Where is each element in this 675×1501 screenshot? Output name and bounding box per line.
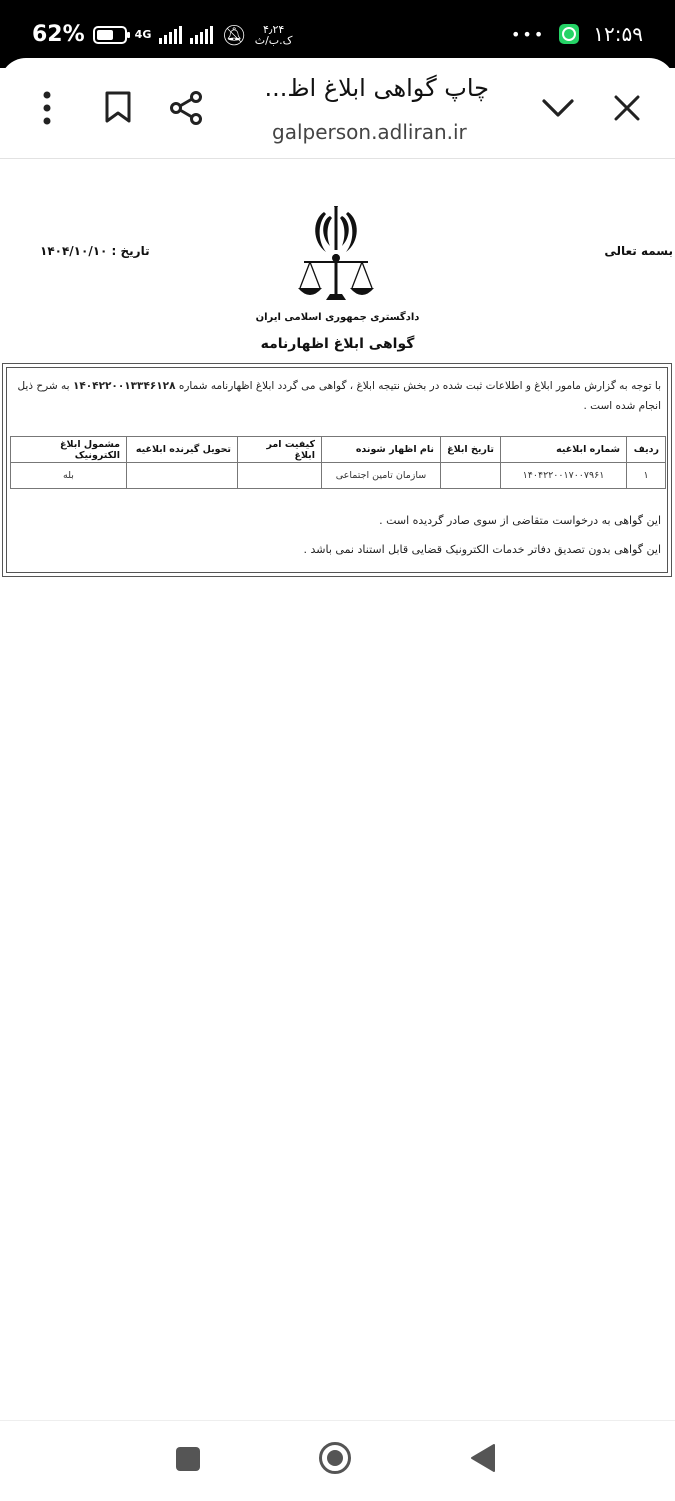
cell-electronic-service: بله (11, 463, 127, 489)
cell-receiver (127, 463, 238, 489)
col-recipient-name: نام اظهار شونده (322, 437, 441, 463)
battery-percent: 62% (32, 22, 85, 47)
table-row (11, 463, 666, 489)
col-notice-date: تاریخ ابلاغ (441, 437, 501, 463)
col-service-quality: کیفیت امر ابلاغ (238, 437, 322, 463)
more-notifications-icon: ••• (510, 24, 546, 44)
close-icon[interactable] (613, 94, 641, 122)
cell-service-quality (238, 463, 322, 489)
page-url[interactable]: galperson.adliran.ir (272, 120, 467, 144)
col-row-number: ردیف (627, 437, 666, 463)
bell-off-icon: 🔕︎ (221, 22, 247, 47)
col-notice-number: شماره ابلاغیه (501, 437, 627, 463)
speed-value: ۴٫۲۴ (262, 22, 285, 36)
certificate-inner-frame (6, 367, 668, 573)
page-title: چاپ گواهی ابلاغ اظ... (264, 74, 489, 102)
battery-icon (93, 26, 127, 44)
bismillah-text: بسمه تعالی (604, 244, 673, 258)
network-type: 4G (134, 27, 152, 41)
date-value: ۱۴۰۴/۱۰/۱۰ (40, 244, 108, 258)
intro-after: به شرح ذیل انجام شده است . (17, 380, 661, 412)
date-label: تاریخ : (111, 244, 150, 258)
browser-toolbar (0, 58, 675, 159)
signal-icon (159, 26, 182, 44)
iran-emblem-icon (296, 206, 376, 310)
note-issued: این گواهی به درخواست متقاضی از سوی صادر گردیده است . (379, 514, 661, 527)
status-right (511, 22, 643, 46)
col-electronic-service: مشمول ابلاغ الکترونیک (11, 437, 127, 463)
note-validity: این گواهی بدون تصدیق دفاتر خدمات الکترونیک قضایی قابل استناد نمی باشد . (303, 543, 661, 556)
signal-2-icon (190, 26, 213, 44)
cell-row-number: ۱ (627, 463, 666, 489)
recent-apps-icon[interactable] (176, 1447, 200, 1471)
chevron-down-icon[interactable] (541, 96, 575, 120)
bookmark-icon[interactable] (104, 90, 132, 124)
whatsapp-icon (559, 24, 579, 44)
date-line (40, 244, 150, 258)
notice-number: ۱۴۰۴۲۲۰۰۱۳۳۴۶۱۲۸ (72, 380, 176, 392)
more-vert-icon[interactable] (40, 90, 54, 126)
clock: ۱۲:۵۹ (593, 22, 643, 46)
notices-table (10, 436, 666, 489)
cell-notice-date (441, 463, 501, 489)
status-left (32, 22, 293, 47)
certificate-title: گواهی ابلاغ اظهارنامه (260, 336, 415, 352)
cell-recipient-name: سازمان تامین اجتماعی (322, 463, 441, 489)
network-speed (255, 24, 293, 46)
speed-unit: ک.ب/ث (254, 33, 293, 47)
system-nav-bar (0, 1420, 675, 1501)
certificate-frame (2, 363, 672, 577)
intro-paragraph (13, 376, 661, 416)
back-icon[interactable] (470, 1443, 496, 1473)
col-receiver: تحویل گیرنده ابلاغیه (127, 437, 238, 463)
home-icon[interactable] (318, 1441, 352, 1475)
share-icon[interactable] (168, 90, 204, 126)
cell-notice-number: ۱۴۰۴۲۲۰۰۱۷۰۰۷۹۶۱ (501, 463, 627, 489)
table-header-row (11, 437, 666, 463)
intro-before: با توجه به گزارش مامور ابلاغ و اطلاعات ثبت شده در بخش نتیجه ابلاغ ، گواهی می گردد ابلاغ اظهارنامه شماره (178, 380, 661, 392)
court-name: دادگستری جمهوری اسلامی ایران (255, 312, 420, 323)
